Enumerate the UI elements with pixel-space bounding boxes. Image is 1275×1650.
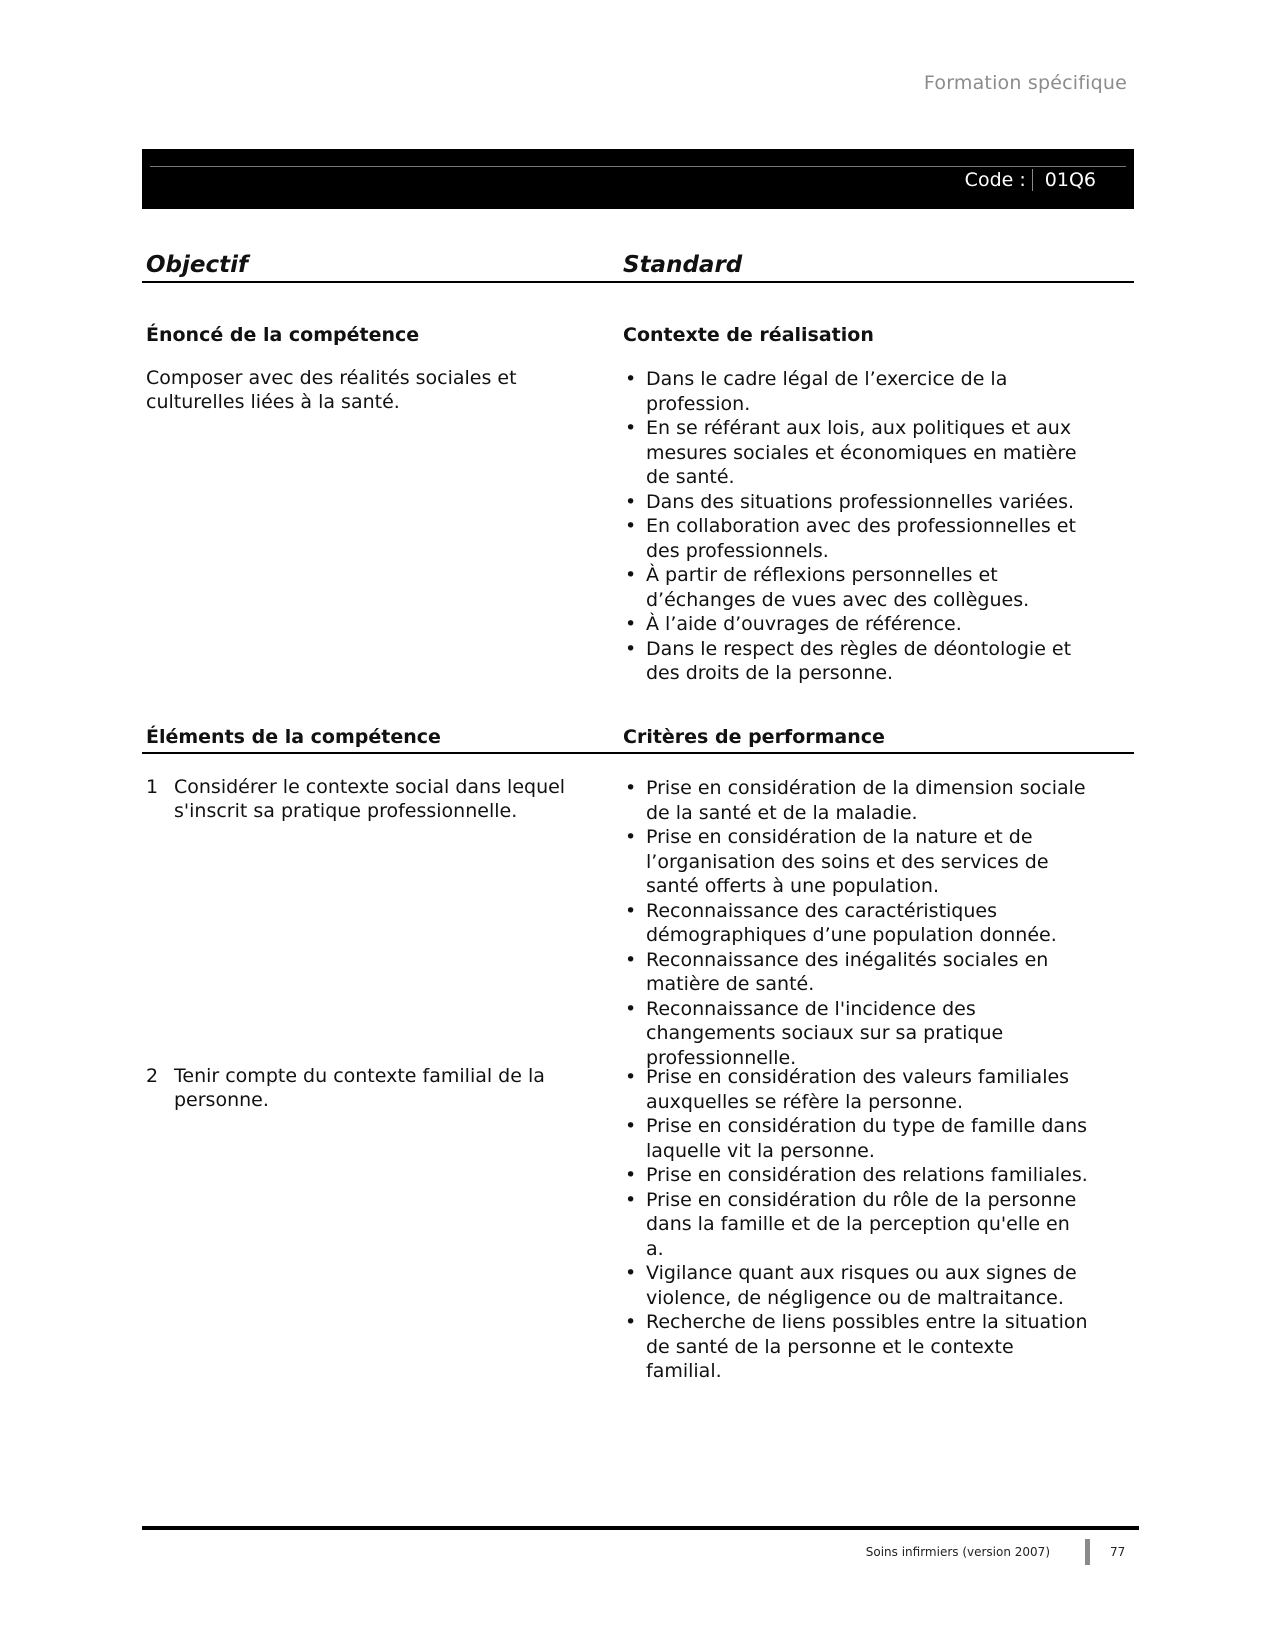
footer-rule <box>142 1526 1139 1530</box>
criteria-list-1 <box>623 776 1103 1070</box>
element-1 <box>146 775 586 823</box>
list-item: • À partir de réflexions personnelles et d’échanges de vues avec des collègues. <box>623 563 1093 612</box>
course-code <box>965 169 1096 191</box>
list-item: • Dans le cadre légal de l’exercice de la profession. <box>623 367 1093 416</box>
list-item: • Prise en considération de la nature et de l’organisation des soins et des services de santé offerts à une population. <box>623 825 1103 899</box>
code-label: Code : <box>964 169 1026 191</box>
elements-title: Éléments de la compétence <box>146 726 441 748</box>
list-item: • Recherche de liens possibles entre la situation de santé de la personne et le contexte familial. <box>623 1310 1093 1384</box>
element-text: Tenir compte du contexte familial de la personne. <box>174 1065 545 1111</box>
list-item: • À l’aide d’ouvrages de référence. <box>623 612 1093 637</box>
heading-rule <box>142 281 1134 283</box>
list-item: • En se référant aux lois, aux politiques et aux mesures sociales et économiques en matière de santé. <box>623 416 1093 490</box>
list-item: • Prise en considération des relations familiales. <box>623 1163 1093 1188</box>
footer-title: Soins infirmiers (version 2007) <box>865 1545 1050 1559</box>
context-list <box>623 367 1093 686</box>
element-number: 1 <box>146 776 159 798</box>
running-head: Formation spécifique <box>923 72 1127 94</box>
code-value: 01Q6 <box>1044 169 1096 191</box>
list-item: • Reconnaissance de l'incidence des changements sociaux sur sa pratique professionnelle. <box>623 997 1103 1071</box>
list-item: • Prise en considération du type de famille dans laquelle vit la personne. <box>623 1114 1093 1163</box>
code-separator <box>1032 169 1033 191</box>
list-item: • Reconnaissance des inégalités sociales en matière de santé. <box>623 948 1103 997</box>
competence-statement: Composer avec des réalités sociales et culturelles liées à la santé. <box>146 367 517 413</box>
list-item: • Prise en considération des valeurs familiales auxquelles se réfère la personne. <box>623 1065 1093 1114</box>
list-item: • Reconnaissance des caractéristiques démographiques d’une population donnée. <box>623 899 1103 948</box>
element-number: 2 <box>146 1065 159 1087</box>
list-item: • Prise en considération du rôle de la personne dans la famille et de la perception qu'elle en a. <box>623 1188 1093 1262</box>
criteria-list-2 <box>623 1065 1093 1384</box>
section-rule <box>142 752 1134 754</box>
list-item: • Dans des situations professionnelles variées. <box>623 490 1093 515</box>
competence-statement-title: Énoncé de la compétence <box>146 324 420 346</box>
element-2 <box>146 1064 586 1112</box>
list-item: • Vigilance quant aux risques ou aux signes de violence, de négligence ou de maltraitance. <box>623 1261 1093 1310</box>
element-text: Considérer le contexte social dans lequel s'inscrit sa pratique professionnelle. <box>174 776 566 822</box>
list-item: • En collaboration avec des professionnelles et des professionnels. <box>623 514 1093 563</box>
list-item: • Dans le respect des règles de déontologie et des droits de la personne. <box>623 637 1093 686</box>
column-heading-standard: Standard <box>623 252 743 278</box>
criteria-title: Critères de performance <box>623 726 885 748</box>
context-title: Contexte de réalisation <box>623 324 874 346</box>
footer-separator <box>1085 1539 1090 1565</box>
page-number: 77 <box>1110 1545 1126 1559</box>
banner-hairline <box>150 166 1126 167</box>
column-heading-objectif: Objectif <box>146 252 249 278</box>
list-item: • Prise en considération de la dimension sociale de la santé et de la maladie. <box>623 776 1103 825</box>
code-banner <box>142 149 1134 209</box>
